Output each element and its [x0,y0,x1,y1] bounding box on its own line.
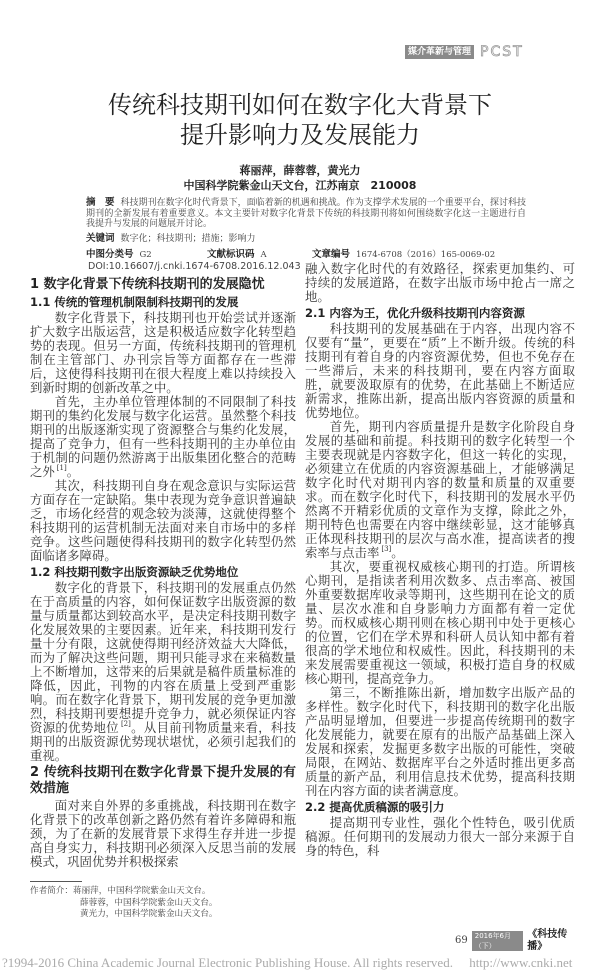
author-footnote: 作者简介：蒋丽萍，中国科学院紫金山天文台。 薛蓉蓉，中国科学院紫金山天文台。 黄光力，中国科学院紫金山天文台。 [30,886,218,919]
citation: [3] [381,545,392,553]
paragraph: 面对来自外界的多重挑战，科技期刊在数字化背景下的改革创新之路仍然有着许多障碍和瓶颈，为了在新的发展背景下求得生存并进一步提高自身实力，科技期刊必须深入反思当前的发展模式，巩固优势并积极探索 [30,798,296,869]
author-block [0,163,600,193]
footnote-divider [30,881,82,882]
subsection-heading: 1.2 科技期刊数字出版资源缺乏优势地位 [30,565,239,579]
subsection-heading: 2.1 内容为王，优化升级科技期刊内容资源 [305,306,525,320]
running-header [405,44,524,60]
paragraph: 提高期刊专业性，强化个性特色，吸引优质稿源。任何期刊的发展动力很大一部分来源于自身的特色，科 [305,815,575,858]
abstract-label: 摘 要 [86,197,115,208]
article-body [2,261,575,970]
keywords-text: 数字化；科技期刊；措施；影响力 [120,233,256,244]
citation: [1] [56,464,67,472]
paragraph: 首先，期刊内容质量提升是数字化阶段自身发展的基础和前提。科技期刊的数字化转型一个主要表现就是内容数字化，但这一转化的实现，必须建立在优质的内容资源基础上，才能够满足数字化时代对期刊内容的数量和质量的双重要求。而在数字化时代下，科技期刊的发展水平仍然离不开精彩优质的文章作为支撑，除此之外，期刊特色也需要在内容中继续彰显，这才能够真正体现科技期刊的层次与高水准，提高读者的搜索率与点击率 [3]。 [305,419,575,560]
doi: DOI:10.16607/j.cnki.1674-6708.2016.12.043 [88,261,301,272]
section-heading: 1 数字化背景下传统科技期刊的发展隐忧 [30,277,265,292]
affiliation: 中国科学院紫金山天文台，江苏南京 210008 [183,179,417,192]
authors: 蒋丽萍，薛蓉蓉，黄光力 [239,164,361,177]
keywords-label: 关键词 [86,232,115,244]
copyright-watermark: ?1994-2016 China Academic Journal Electronic Publishing House. All rights reserved. http://www.cnki.net [2,954,573,970]
classification: 中图分类号 G2 [86,249,152,260]
page-footer-block [2,928,575,970]
subsection-heading: 2.2 提高优质稿源的吸引力 [305,800,445,814]
journal-name: 《科技传播》 [527,928,568,952]
left-column [30,262,296,921]
issue-badge: 2016年6月（下） [472,931,524,951]
page-footer [455,929,575,953]
subsection-heading: 1.1 传统的管理机制限制科技期刊的发展 [30,295,239,309]
abstract-text: 科技期刊在数字化时代背景下，面临着新的机遇和挑战。作为支撑学术发展的一个重要平台，探讨科技期刊的全新发展有着重要意义。本文主要针对数字化背景下传统的科技期刊将如何围绕数字化这一主题进行自我提升与发展的问题展开讨论。 [86,198,526,229]
paragraph: 数字化背景下，科技期刊也开始尝试并逐渐扩大数字出版运营，这是积极适应数字化转型趋势的表现。但另一方面，传统科技期刊的管理机制在主管部门、办刊宗旨等方面都存在一些滞后，这使得科技期刊在很大程度上难以持续投入到新时期的创新改革之中。 [30,310,296,395]
paragraph: 融入数字化时代的有效路径，探索更加集约、可持续的发展道路，在数字出版市场中抢占一席之地。 [305,261,575,304]
citation: [2] [120,720,131,728]
article-number: 文章编号 1674-6708（2016）165-0069-02 [312,249,496,260]
paragraph: 科技期刊的发展基础在于内容，出现内容不仅要有“量”，更要在“质”上不断升级。传统的科技期刊有着自身的内容资源优势，但也不免存在一些滞后，未来的科技期刊，要在内容方面取胜，就要汲取原有的优势，在此基础上不断适应新需求，推陈出新，提高出版内容资源的质量和优势地位。 [305,321,575,420]
paragraph: 数字化的背景下，科技期刊的发展重点仍然在于高质量的内容，如何保证数字出版资源的数量与质量都达到较高水平，是决定科技期刊数字化发展效果的主要因素。近年来，科技期刊发行量十分有限，这就使得期刊经济效益大大降低，而为了解决这些问题，期刊只能寻求在来稿数量上不断增加，这带来的后果就是稿件质量标准的降低，因此，刊物的内容在质量上受到严重影响。而在数字化背景下，期刊发展的竞争更加激烈，科技期刊要想提升竞争力，就必须保证内容资源的优势地位 [2]。从目前刊物质量来看，科技期刊的出版资源优势现状堪忧，必须引起我们的重视。 [30,580,297,763]
paper-title [0,90,600,150]
abstract [86,198,526,245]
document-code: 文献标识码 A [207,249,267,260]
page-number: 69 [455,934,468,946]
paragraph: 其次，要重视权威核心期刊的打造。所谓核心期刊，是指读者利用次数多、点击率高、被国外重要数据库收录等期刊，这些期刊在论文的质量、层次水准和自身影响力方面都有着一定优势。而权威核心期刊则在核心期刊中处于更核心的位置，它们在学术界和科研人员认知中都有着很高的学术地位和权威性。因此，科技期刊的未来发展需要重视这一领域，积极打造自身的权威核心期刊，提高竞争力。 [305,559,575,686]
title-line-1: 传统科技期刊如何在数字化大背景下 [108,91,492,119]
title-line-2: 提升影响力及发展能力 [180,121,420,149]
right-column [305,262,575,858]
paragraph: 第三，不断推陈出新，增加数字出版产品的多样性。数字化时代下，科技期刊的数字化出版产品明显增加，但要进一步提高传统期刊的数字化发展能力，就要在原有的出版产品基础上深入发展和探索，发掘更多数字出版的可能性，突破局限，在网站、数据库平台之外适时推出更多高质量的新产品，利用信息技术优势，提高科技期刊在内容方面的读者满意度。 [305,685,575,798]
section-tag: 媒介革新与管理 [405,45,474,59]
keywords [86,233,526,245]
paragraph: 其次，科技期刊自身在观念意识与实际运营方面存在一定缺陷。集中表现为竞争意识普遍缺乏，市场化经营的观念较为淡薄，这就使得整个科技期刊的运营机制无法面对来自市场中的多样竞争。这些问题使得科技期刊的数字化转型仍然面临诸多障碍。 [30,478,296,563]
footnote-label: 作者简介： [30,886,73,896]
paragraph: 首先，主办单位管理体制的不同限制了科技期刊的集约化发展与数字化运营。虽然整个科技期刊的出版逐渐实现了资源整合与集约化发展，提高了竞争力，但有一些科技期刊的主办单位由于机制的问题仍然游离于出版集团化整合的范畴之外 [1]。 [30,394,296,479]
journal-logo: PCST [480,44,524,60]
section-heading: 2 传统科技期刊在数字化背景下提升发展的有效措施 [30,765,296,796]
